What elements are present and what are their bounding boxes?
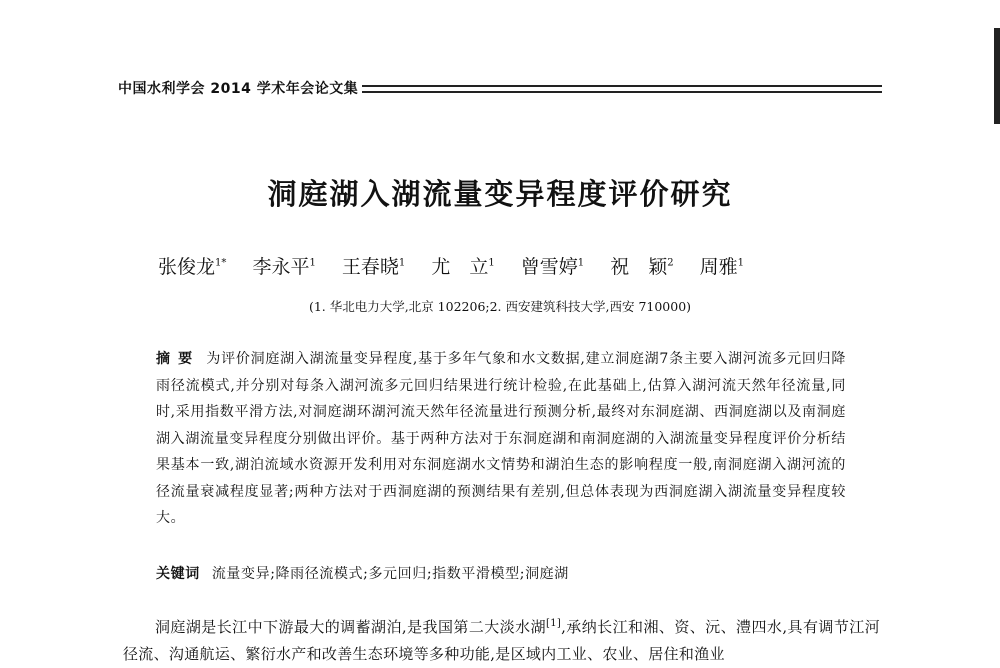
body-paragraph: 洞庭湖是长江中下游最大的调蓄湖泊,是我国第二大淡水湖[1],承纳长江和湘、资、沅、澧四水,具有调节江河径流、沟通航运、繁衍水产和改善生态环境等多种功能,是区域内工业、农业、居住和渔业 [123, 618, 881, 663]
citation-ref: [1] [546, 618, 562, 629]
author: 李永平$^1$ [252, 256, 316, 278]
author: 周雅$^1$ [699, 256, 745, 278]
author: 张俊龙$^{1*}$ [158, 256, 227, 278]
header-rule-top [362, 85, 882, 87]
abstract [156, 346, 846, 532]
keywords-text: 流量变异;降雨径流模式;多元回归;指数平滑模型;洞庭湖 [211, 566, 569, 582]
keywords-label: 关键词 [156, 566, 200, 582]
author: 王春晓$^1$ [341, 256, 406, 278]
keywords [156, 563, 569, 583]
paper-title: 洞庭湖入湖流量变异程度评价研究 [267, 177, 733, 211]
header-rule-bottom [362, 91, 882, 93]
affiliation: (1. 华北电力大学,北京 102206;2. 西安建筑科技大学,西安 710000) [308, 299, 692, 314]
abstract-label: 摘要 [156, 351, 201, 367]
abstract-text: 为评价洞庭湖入湖流量变异程度,基于多年气象和水文数据,建立洞庭湖7条主要入湖河流多元回归降雨径流模式,并分别对每条入湖河流多元回归结果进行统计检验,在此基础上,估算入湖河流天然年径流量,同时,采用指数平滑方法,对洞庭湖环湖河流天然年径流量进行预测分析,最终对东洞庭湖、西洞庭湖以及南洞庭湖入湖流量变异程度分别做出评价。基于两种方法对于东洞庭湖和南洞庭湖的入湖流量变异程度评价分析结果基本一致,湖泊流域水资源开发利用对东洞庭湖水文情势和湖泊生态的影响程度一般,南洞庭湖入湖河流的径流量衰减程度显著;两种方法对于西洞庭湖的预测结果有差别,但总体表现为西洞庭湖入湖流量变异程度较大。 [156, 351, 846, 526]
author-list [158, 252, 744, 279]
author: 尤 立$^1$ [431, 256, 495, 278]
journal-header: 中国水利学会 2014 学术年会论文集 [118, 81, 359, 97]
author: 曾雪婷$^1$ [520, 256, 585, 278]
author: 祝 颖$^2$ [610, 256, 674, 278]
scan-edge-bar [994, 28, 1000, 124]
